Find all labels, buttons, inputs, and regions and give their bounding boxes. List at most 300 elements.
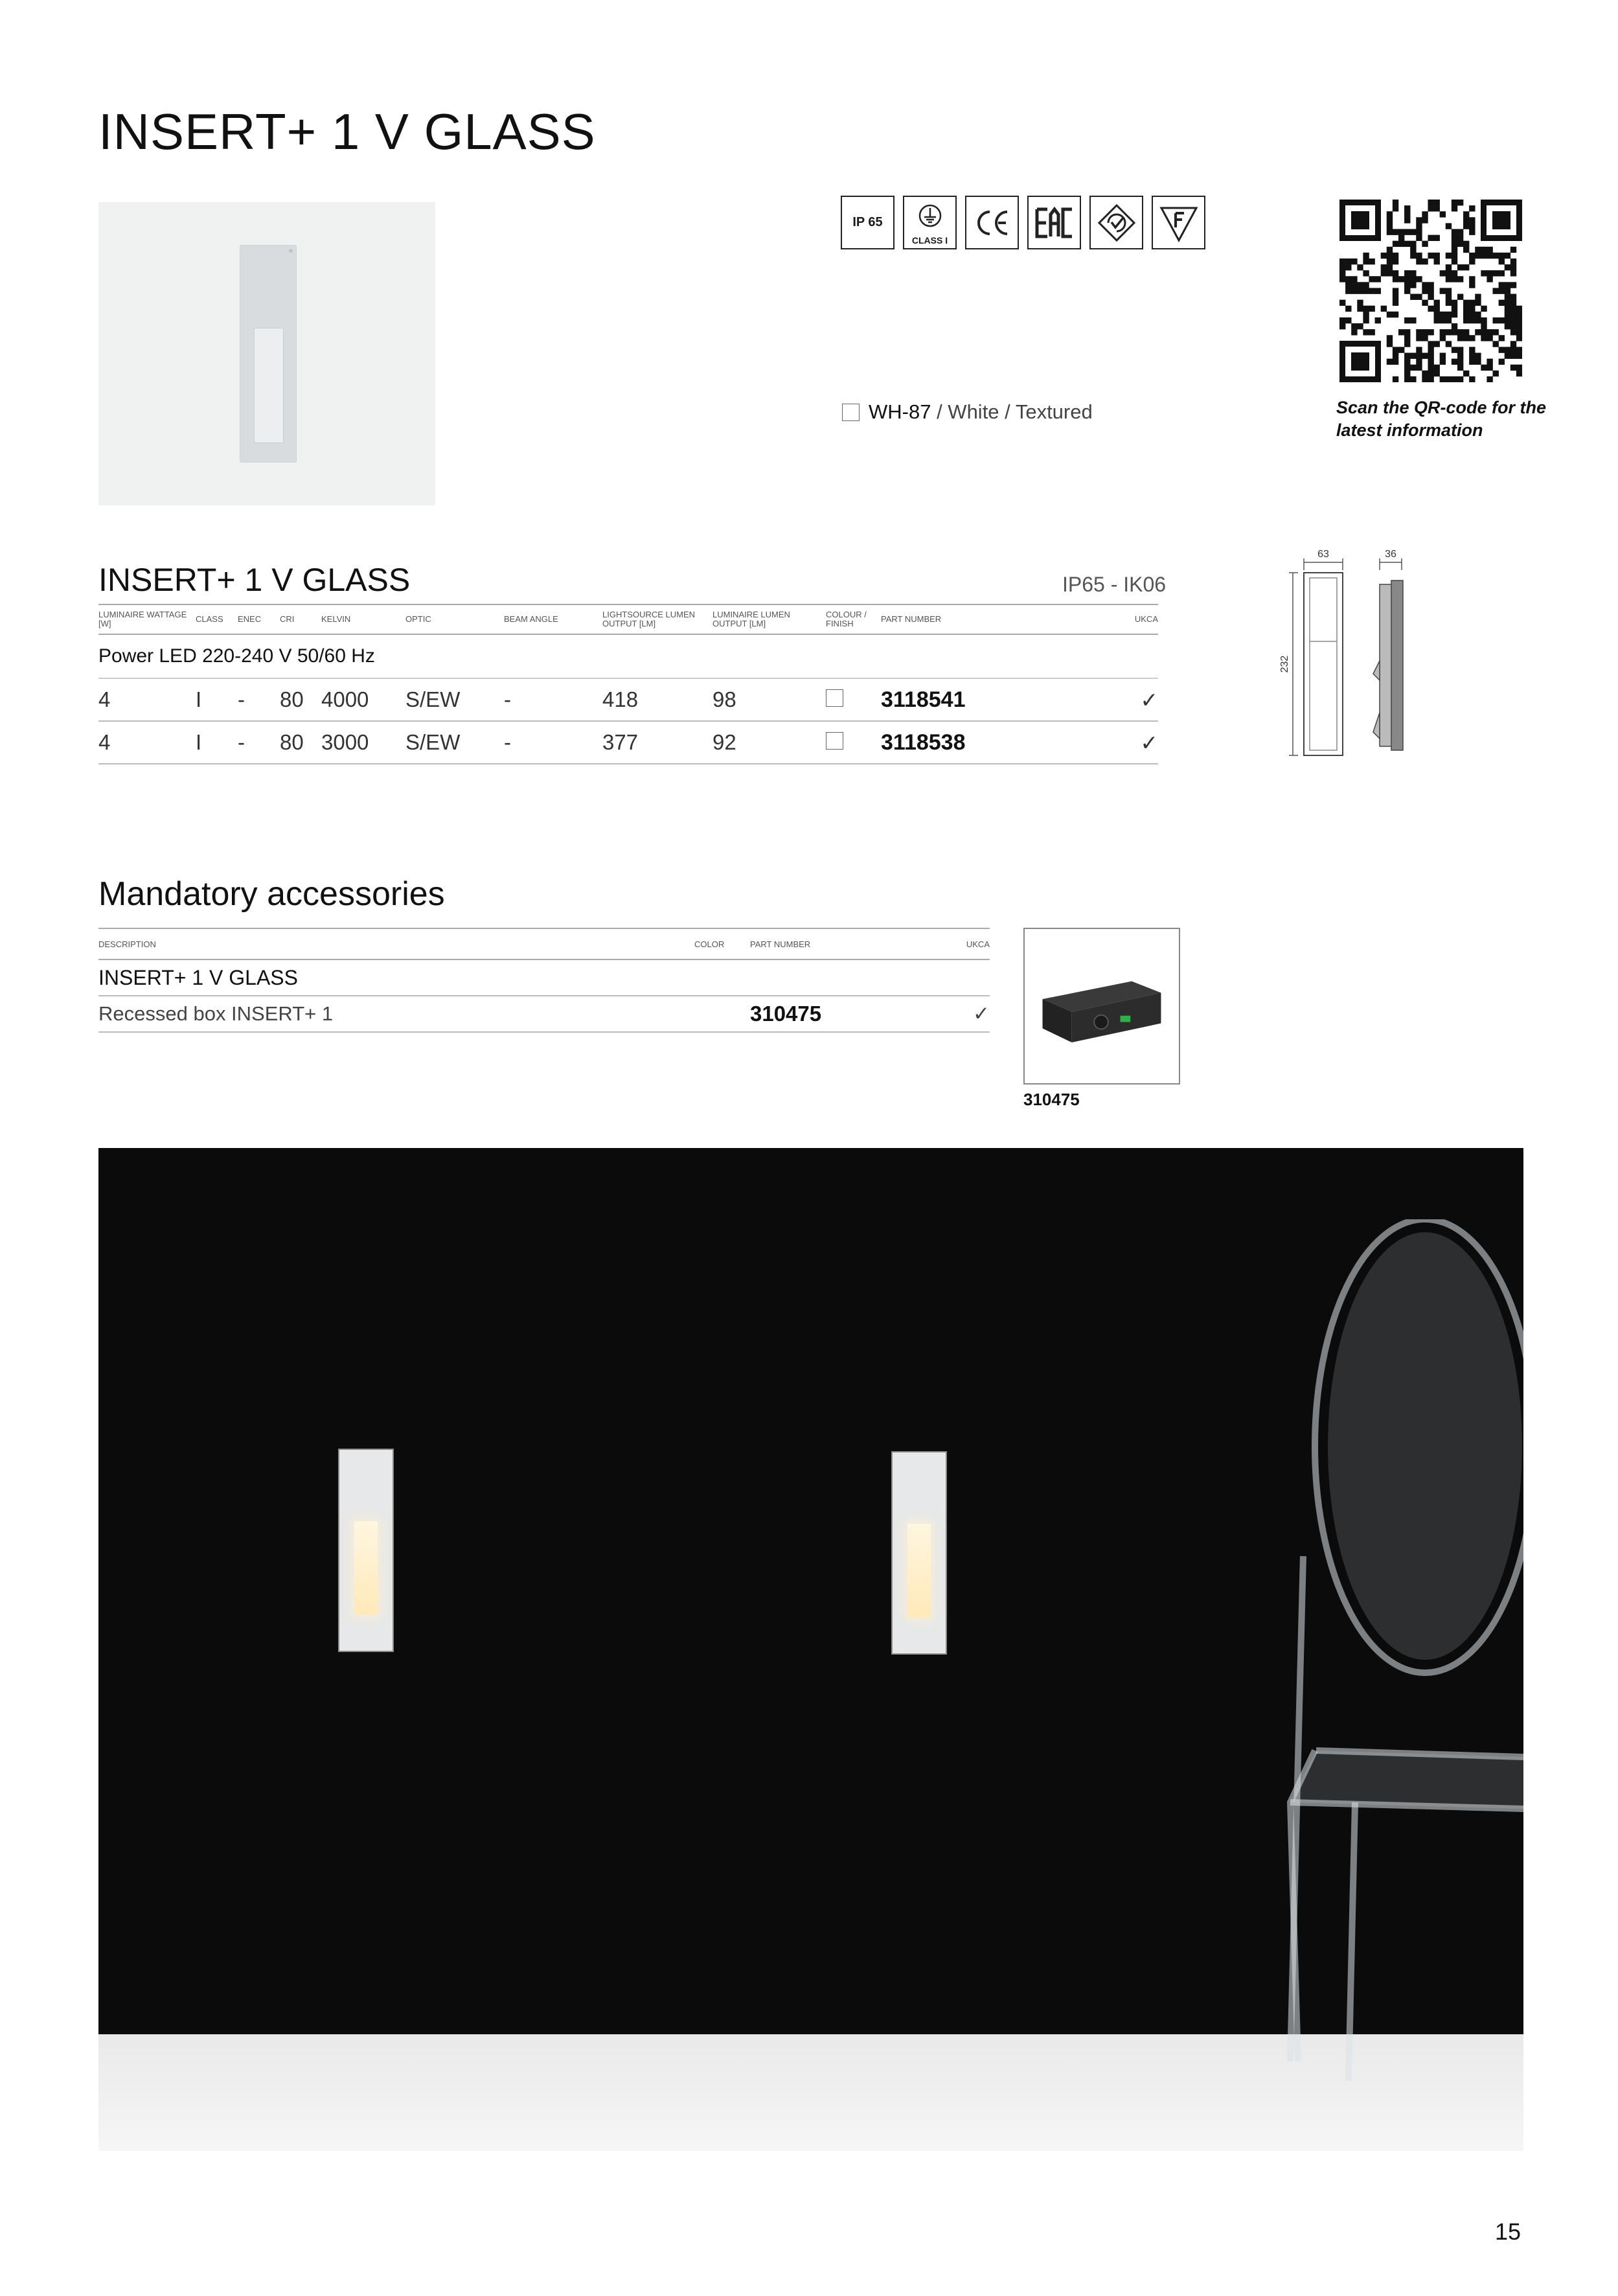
col-ukca: UKCA	[938, 928, 990, 959]
qr-module	[1404, 205, 1410, 211]
cell-beam: -	[504, 678, 602, 721]
cell-class: I	[196, 678, 238, 721]
f-triangle-logo	[1156, 200, 1202, 246]
qr-module	[1446, 253, 1452, 258]
qr-module	[1487, 376, 1492, 382]
qr-module	[1428, 235, 1433, 241]
ambient-photo	[98, 1148, 1523, 2151]
qr-module	[1452, 276, 1457, 282]
accessories-table	[98, 928, 990, 1033]
qr-module	[1446, 300, 1452, 306]
cell-cri: 80	[280, 678, 321, 721]
qr-module	[1410, 253, 1416, 258]
qr-module	[1510, 353, 1516, 359]
qr-module	[1499, 335, 1505, 341]
qr-module	[1457, 359, 1463, 365]
qr-module	[1357, 323, 1363, 329]
specification-table	[98, 604, 1158, 764]
qr-module	[1422, 329, 1428, 335]
qr-module	[1387, 211, 1393, 217]
cell-finish	[826, 678, 881, 721]
qr-module	[1510, 282, 1516, 288]
qr-module	[1516, 347, 1522, 352]
qr-module	[1434, 258, 1440, 264]
cell-optic: S/EW	[405, 678, 504, 721]
qr-module	[1393, 200, 1398, 205]
accessory-image[interactable]	[1023, 928, 1180, 1085]
qr-module	[1398, 347, 1404, 352]
group-label: INSERT+ 1 V GLASS	[98, 959, 990, 996]
qr-module	[1510, 300, 1516, 306]
cell-enec: -	[238, 678, 280, 721]
qr-module	[1510, 365, 1516, 371]
qr-module	[1516, 317, 1522, 323]
qr-module	[1510, 247, 1516, 253]
qr-module	[1434, 253, 1440, 258]
qr-module	[1422, 282, 1428, 288]
table-row[interactable]	[98, 996, 990, 1032]
qr-module	[1440, 288, 1446, 293]
accessory-image-caption: 310475	[1023, 1090, 1080, 1109]
table-row[interactable]	[98, 721, 1158, 764]
qr-module	[1487, 247, 1492, 253]
qr-module	[1393, 294, 1398, 300]
qr-module	[1499, 347, 1505, 352]
qr-module	[1505, 306, 1510, 312]
table-row[interactable]	[98, 678, 1158, 721]
qr-module	[1416, 235, 1422, 241]
qr-module	[1493, 317, 1499, 323]
qr-module	[1404, 353, 1410, 359]
qr-module	[1428, 376, 1433, 382]
finish-checkbox[interactable]	[826, 732, 843, 750]
cell-wattage: 4	[98, 721, 196, 764]
qr-module	[1422, 258, 1428, 264]
qr-module	[1393, 253, 1398, 258]
ce-mark-icon	[965, 196, 1019, 249]
qr-module	[1404, 317, 1410, 323]
qr-module	[1363, 312, 1369, 317]
qr-module	[1351, 329, 1357, 335]
qr-module	[1475, 329, 1481, 335]
qr-module	[1434, 235, 1440, 241]
qr-module	[1452, 359, 1457, 365]
qr-module	[1457, 200, 1463, 205]
qr-module	[1363, 253, 1369, 258]
page-title: INSERT+ 1 V GLASS	[98, 103, 596, 160]
qr-module	[1452, 247, 1457, 253]
cell-part-number: 310475	[750, 996, 938, 1032]
qr-module	[1463, 312, 1469, 317]
qr-module	[1404, 276, 1410, 282]
recessed-box-illustration	[1025, 929, 1179, 1083]
qr-module	[1357, 264, 1363, 270]
qr-module	[1452, 306, 1457, 312]
qr-module	[1339, 317, 1345, 323]
qr-module	[1499, 258, 1505, 264]
qr-module	[1463, 264, 1469, 270]
qr-module	[1493, 371, 1499, 376]
qr-module	[1487, 365, 1492, 371]
qr-module	[1499, 270, 1505, 276]
cell-lum-lumen: 98	[712, 678, 826, 721]
qr-module	[1505, 264, 1510, 270]
qr-module	[1505, 317, 1510, 323]
qr-module	[1345, 264, 1351, 270]
qr-module	[1393, 353, 1398, 359]
qr-module	[1487, 253, 1492, 258]
qr-module	[1428, 365, 1433, 371]
qr-module	[1428, 253, 1433, 258]
qr-module	[1452, 205, 1457, 211]
finish-code: WH-87	[869, 400, 931, 423]
qr-module	[1345, 276, 1351, 282]
qr-module	[1387, 229, 1393, 235]
qr-module	[1381, 253, 1387, 258]
qr-caption-line-1: Scan the QR-code for the	[1336, 398, 1547, 417]
qr-module	[1452, 312, 1457, 317]
qr-module	[1428, 288, 1433, 293]
qr-module	[1416, 229, 1422, 235]
qr-module	[1452, 329, 1457, 335]
qr-module	[1516, 365, 1522, 371]
qr-module	[1440, 211, 1446, 217]
qr-module	[1469, 276, 1475, 282]
qr-module	[1499, 282, 1505, 288]
qr-module	[1416, 258, 1422, 264]
qr-module	[1345, 258, 1351, 264]
qr-module	[1446, 270, 1452, 276]
qr-module	[1428, 294, 1433, 300]
qr-module	[1463, 329, 1469, 335]
qr-module	[1469, 306, 1475, 312]
qr-module	[1387, 335, 1393, 341]
qr-module	[1499, 300, 1505, 306]
qr-caption-line-2: latest information	[1336, 420, 1483, 440]
qr-module	[1469, 217, 1475, 223]
ce-logo	[970, 200, 1015, 246]
qr-module	[1387, 253, 1393, 258]
qr-module	[1475, 312, 1481, 317]
qr-module	[1487, 329, 1492, 335]
qr-module	[1469, 347, 1475, 352]
product-title: INSERT+ 1 V GLASS	[98, 562, 411, 598]
qr-module	[1516, 335, 1522, 341]
col-part-number: PART NUMBER	[750, 928, 938, 959]
qr-module	[1363, 329, 1369, 335]
qr-module	[1452, 270, 1457, 276]
qr-module	[1469, 359, 1475, 365]
qr-module	[1510, 306, 1516, 312]
qr-module	[1469, 376, 1475, 382]
qr-module	[1404, 211, 1410, 217]
qr-module	[1434, 371, 1440, 376]
col-luminaire-lumen: LUMINAIRE LUMEN OUTPUT [LM]	[712, 604, 826, 634]
qr-module	[1463, 211, 1469, 217]
qr-code[interactable]	[1339, 200, 1522, 382]
qr-module	[1463, 335, 1469, 341]
qr-module	[1457, 229, 1463, 235]
col-enec: ENEC	[238, 604, 280, 634]
qr-module	[1422, 300, 1428, 306]
protection-rating: IP65 - IK06	[1062, 573, 1167, 596]
qr-module	[1369, 329, 1374, 335]
finish-option	[842, 400, 1093, 424]
qr-module	[1428, 306, 1433, 312]
qr-module	[1452, 200, 1457, 205]
qr-module	[1457, 264, 1463, 270]
qr-module	[1363, 270, 1369, 276]
qr-module	[1440, 329, 1446, 335]
qr-module	[1404, 270, 1410, 276]
qr-module	[1410, 270, 1416, 276]
class-one-label: CLASS I	[911, 235, 948, 246]
col-kelvin: KELVIN	[321, 604, 405, 634]
qr-module	[1475, 253, 1481, 258]
qr-module	[1463, 241, 1469, 247]
qr-module	[1481, 253, 1487, 258]
qr-module	[1434, 306, 1440, 312]
wall-luminaire	[338, 1449, 394, 1652]
qr-module	[1505, 282, 1510, 288]
qr-module	[1481, 329, 1487, 335]
cell-lum-lumen: 92	[712, 721, 826, 764]
qr-module	[1510, 341, 1516, 347]
qr-module	[1387, 359, 1393, 365]
qr-module	[1457, 335, 1463, 341]
qr-module	[1339, 323, 1345, 329]
qr-module	[1393, 300, 1398, 306]
qr-module	[1499, 253, 1505, 258]
qr-module	[1505, 253, 1510, 258]
qr-module	[1475, 359, 1481, 365]
qr-module	[1463, 371, 1469, 376]
qr-module	[1428, 341, 1433, 347]
qr-module	[1387, 223, 1393, 229]
qr-module	[1422, 335, 1428, 341]
qr-module	[1434, 300, 1440, 306]
qr-module	[1363, 282, 1369, 288]
eac-logo	[1032, 200, 1077, 246]
qr-module	[1404, 365, 1410, 371]
qr-module	[1363, 288, 1369, 293]
qr-module	[1339, 258, 1345, 264]
qr-module	[1505, 312, 1510, 317]
qr-module	[1422, 241, 1428, 247]
qr-module	[1469, 300, 1475, 306]
qr-module	[1422, 376, 1428, 382]
qr-module	[1416, 223, 1422, 229]
qr-module	[1481, 365, 1487, 371]
ip65-label: IP 65	[852, 215, 883, 229]
col-ukca: UKCA	[1075, 604, 1158, 634]
qr-module	[1416, 335, 1422, 341]
cell-beam: -	[504, 721, 602, 764]
qr-module	[1357, 282, 1363, 288]
qr-module	[1404, 282, 1410, 288]
qr-module	[1469, 282, 1475, 288]
qr-module	[1393, 359, 1398, 365]
cell-ls-lumen: 418	[602, 678, 712, 721]
col-description: DESCRIPTION	[98, 928, 694, 959]
qr-module	[1404, 376, 1410, 382]
qr-module	[1387, 247, 1393, 253]
qr-module	[1345, 317, 1351, 323]
qr-module	[1410, 317, 1416, 323]
qr-module	[1475, 247, 1481, 253]
qr-module	[1516, 312, 1522, 317]
qr-module	[1516, 329, 1522, 335]
qr-module	[1345, 282, 1351, 288]
qr-module	[1469, 312, 1475, 317]
qr-module	[1393, 270, 1398, 276]
qr-module	[1434, 205, 1440, 211]
qr-module	[1457, 294, 1463, 300]
qr-module	[1375, 276, 1381, 282]
qr-module	[1510, 347, 1516, 352]
qr-module	[1510, 317, 1516, 323]
qr-module	[1351, 258, 1357, 264]
finish-checkbox[interactable]	[826, 689, 843, 707]
qr-module	[1481, 247, 1487, 253]
qr-module	[1404, 241, 1410, 247]
qr-module	[1410, 294, 1416, 300]
qr-module	[1410, 241, 1416, 247]
finish-description: / White / Textured	[937, 400, 1093, 423]
qr-module	[1463, 247, 1469, 253]
qr-module	[1363, 306, 1369, 312]
qr-module	[1452, 253, 1457, 258]
cell-optic: S/EW	[405, 721, 504, 764]
qr-module	[1457, 235, 1463, 241]
cell-finish	[826, 721, 881, 764]
qr-module	[1422, 353, 1428, 359]
eac-mark-icon	[1027, 196, 1081, 249]
qr-module	[1516, 306, 1522, 312]
qr-module	[1422, 288, 1428, 293]
qr-module	[1446, 223, 1452, 229]
dim-height: 232	[1279, 655, 1290, 673]
qr-module	[1481, 317, 1487, 323]
group-row	[98, 959, 990, 996]
qr-module	[1510, 258, 1516, 264]
qr-module	[1398, 235, 1404, 241]
ip65-icon	[841, 196, 894, 249]
qr-module	[1434, 312, 1440, 317]
qr-module	[1452, 258, 1457, 264]
cell-ls-lumen: 377	[602, 721, 712, 764]
qr-module	[1493, 341, 1499, 347]
qr-module	[1452, 323, 1457, 329]
qr-module	[1463, 217, 1469, 223]
qr-module	[1339, 270, 1345, 276]
qr-module	[1481, 335, 1487, 341]
qr-module	[1510, 312, 1516, 317]
qr-module	[1452, 347, 1457, 352]
qr-module	[1516, 371, 1522, 376]
qr-module	[1428, 371, 1433, 376]
qr-module	[1440, 335, 1446, 341]
qr-module	[1440, 376, 1446, 382]
qr-module	[1440, 270, 1446, 276]
qr-module	[1404, 371, 1410, 376]
qr-module	[1510, 264, 1516, 270]
qr-module	[1493, 329, 1499, 335]
qr-module	[1393, 347, 1398, 352]
qr-module	[1416, 253, 1422, 258]
rcm-logo	[1094, 200, 1139, 246]
col-class: CLASS	[196, 604, 238, 634]
qr-module	[1440, 312, 1446, 317]
qr-module	[1440, 317, 1446, 323]
qr-module	[1434, 341, 1440, 347]
qr-module	[1422, 217, 1428, 223]
qr-module	[1452, 235, 1457, 241]
qr-module	[1469, 317, 1475, 323]
qr-module	[1434, 317, 1440, 323]
qr-module	[1505, 353, 1510, 359]
ukca-check-icon: ✓	[1075, 678, 1158, 721]
finish-checkbox[interactable]	[842, 404, 860, 421]
qr-module	[1351, 276, 1357, 282]
qr-module	[1381, 306, 1387, 312]
dim-width: 63	[1317, 549, 1329, 560]
qr-module	[1387, 258, 1393, 264]
qr-module	[1481, 306, 1487, 312]
qr-module	[1457, 276, 1463, 282]
cell-part-number: 3118538	[881, 721, 1075, 764]
qr-module	[1351, 288, 1357, 293]
cell-class: I	[196, 721, 238, 764]
cell-cri: 80	[280, 721, 321, 764]
qr-module	[1457, 329, 1463, 335]
qr-module	[1381, 270, 1387, 276]
qr-module	[1416, 353, 1422, 359]
qr-module	[1393, 229, 1398, 235]
accessories-header-row	[98, 928, 990, 959]
qr-module	[1422, 371, 1428, 376]
col-colour-finish: COLOUR / FINISH	[826, 604, 881, 634]
qr-module	[1463, 223, 1469, 229]
qr-module	[1469, 258, 1475, 264]
qr-module	[1428, 359, 1433, 365]
product-photo	[98, 202, 435, 505]
cell-description: Recessed box INSERT+ 1	[98, 996, 694, 1032]
qr-module	[1510, 294, 1516, 300]
qr-module	[1446, 294, 1452, 300]
qr-module	[1410, 276, 1416, 282]
accessories-title: Mandatory accessories	[98, 875, 445, 913]
qr-module	[1404, 335, 1410, 341]
qr-module	[1428, 353, 1433, 359]
qr-module	[1416, 365, 1422, 371]
qr-module	[1505, 294, 1510, 300]
qr-module	[1481, 323, 1487, 329]
qr-module	[1363, 258, 1369, 264]
f-mark-icon	[1152, 196, 1205, 249]
qr-module	[1452, 300, 1457, 306]
qr-module	[1475, 353, 1481, 359]
qr-module	[1446, 317, 1452, 323]
qr-module	[1393, 312, 1398, 317]
qr-module	[1410, 282, 1416, 288]
qr-module	[1463, 317, 1469, 323]
qr-module	[1428, 347, 1433, 352]
qr-module	[1387, 341, 1393, 347]
qr-module	[1398, 276, 1404, 282]
cell-kelvin: 4000	[321, 678, 405, 721]
qr-module	[1363, 317, 1369, 323]
